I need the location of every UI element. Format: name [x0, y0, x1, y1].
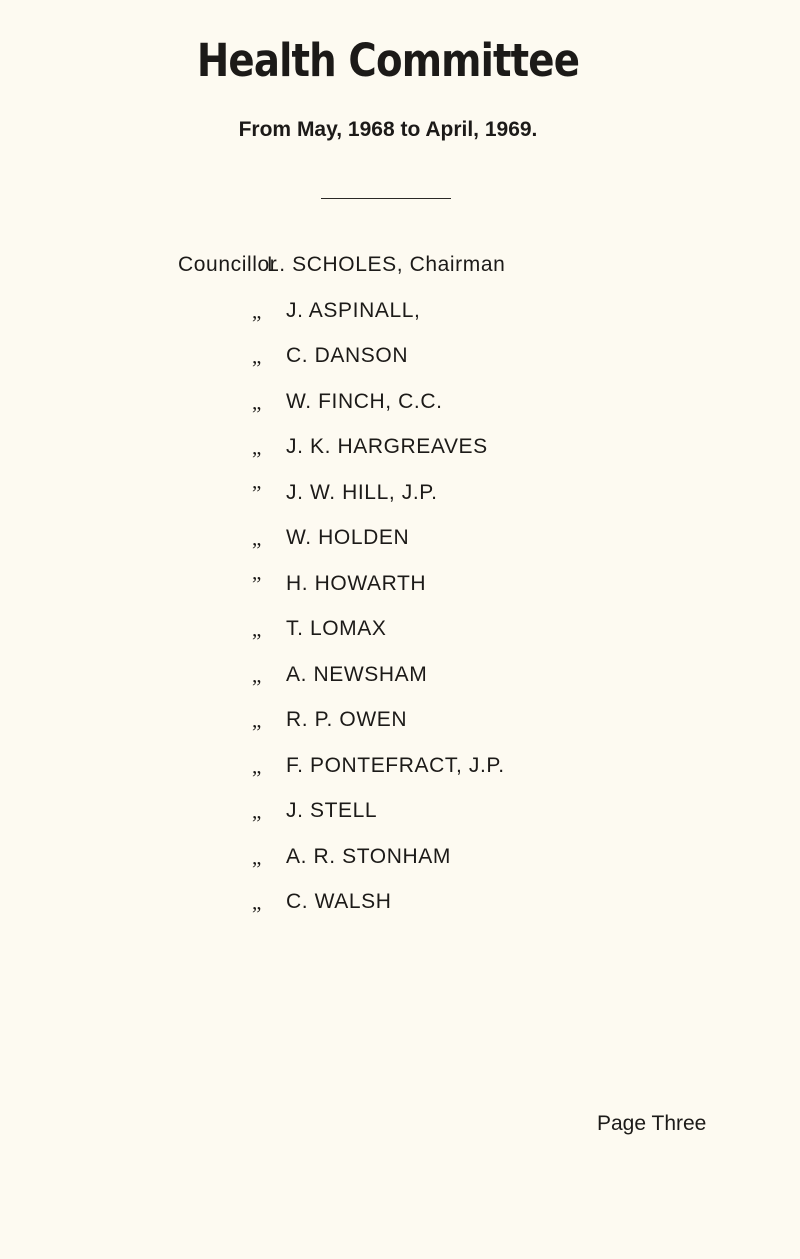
member-name: C. DANSON	[286, 344, 409, 367]
member-row	[0, 387, 800, 433]
member-row	[0, 569, 800, 615]
member-name: J. ASPINALL,	[286, 298, 421, 322]
ditto-mark: ”	[252, 571, 262, 596]
member-name: A. NEWSHAM	[286, 662, 428, 686]
ditto-mark: „	[252, 890, 262, 914]
ditto-mark: „	[252, 617, 262, 641]
member-row	[0, 796, 800, 842]
member-name: W. HOLDEN	[286, 526, 410, 549]
member-row	[0, 432, 800, 478]
chairman-row	[0, 250, 800, 296]
member-row	[0, 705, 800, 751]
member-row	[0, 887, 800, 933]
ditto-mark: „	[252, 844, 262, 869]
member-name: R. P. OWEN	[286, 708, 408, 731]
member-name: C. WALSH	[286, 890, 392, 913]
ditto-mark: „	[252, 799, 262, 823]
ditto-mark: „	[252, 662, 262, 687]
page-title: Health Committee	[196, 34, 580, 87]
councillor-title: Councillor	[178, 253, 278, 276]
ditto-mark: „	[252, 344, 262, 368]
member-row	[0, 296, 800, 342]
ditto-mark: „	[252, 435, 262, 459]
ditto-mark: „	[252, 389, 262, 414]
page-number: Page Three	[597, 1112, 707, 1135]
committee-member-list	[0, 250, 800, 933]
chairman-name: L. SCHOLES, Chairman	[267, 253, 506, 276]
member-name: J. W. HILL, J.P.	[286, 480, 438, 504]
member-row	[0, 660, 800, 706]
ditto-mark: „	[252, 753, 262, 778]
date-range-subtitle: From May, 1968 to April, 1969.	[238, 118, 538, 141]
member-row	[0, 842, 800, 888]
member-row	[0, 341, 800, 387]
member-row	[0, 751, 800, 797]
member-name: W. FINCH, C.C.	[286, 389, 443, 413]
member-name: H. HOWARTH	[286, 571, 427, 595]
member-row	[0, 478, 800, 524]
member-name: T. LOMAX	[286, 617, 387, 640]
ditto-mark: ”	[252, 480, 262, 505]
member-name: F. PONTEFRACT, J.P.	[286, 753, 505, 777]
title-divider	[321, 198, 451, 199]
member-name: J. K. HARGREAVES	[286, 435, 488, 458]
ditto-mark: „	[252, 526, 262, 550]
ditto-mark: „	[252, 708, 262, 732]
member-row	[0, 614, 800, 660]
member-row	[0, 523, 800, 569]
ditto-mark: „	[252, 298, 262, 323]
member-name: J. STELL	[286, 799, 378, 822]
member-name: A. R. STONHAM	[286, 844, 451, 868]
